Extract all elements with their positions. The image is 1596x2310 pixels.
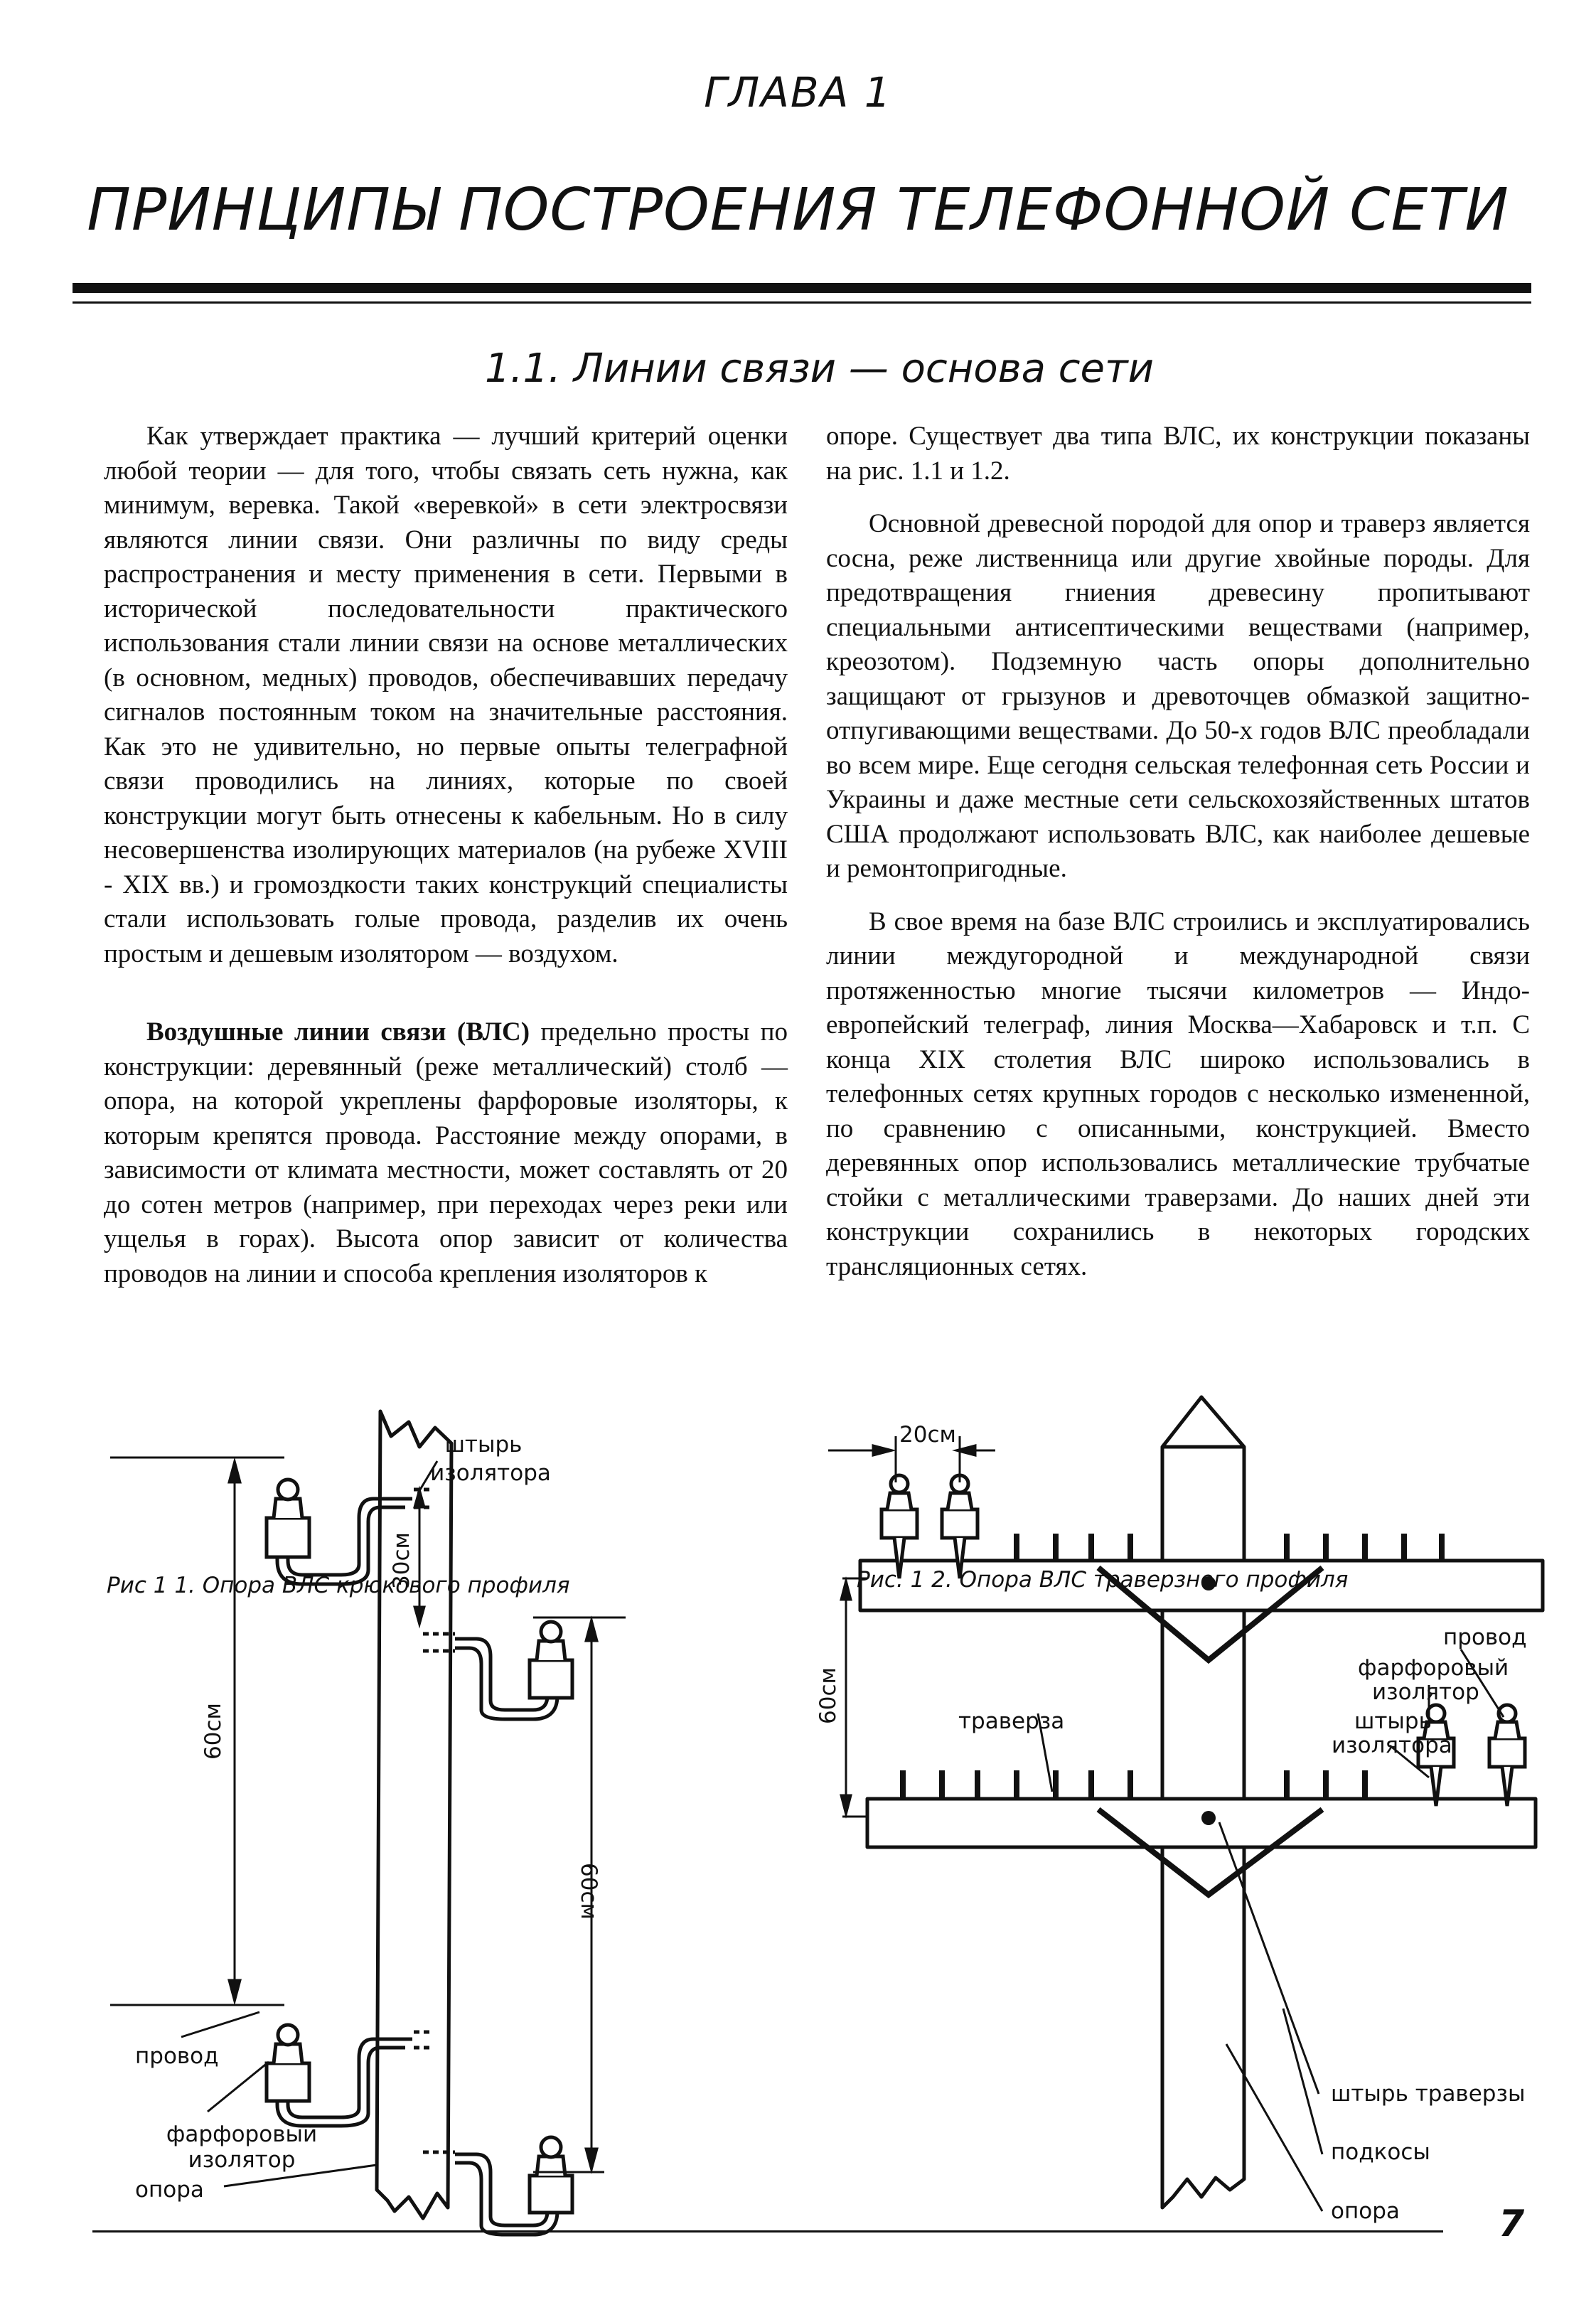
label-wire: провод [1443, 1625, 1527, 1650]
title-rule-thick [73, 283, 1531, 293]
left-paragraph-2-text: предельно просты по конструкции: деревянный (реже металлический) столб — опора, на которой укреплены фарфоровые изоляторы, к которым крепятся провода. Расстояние между опорами, в зависимости от климата местности, может составлять от 20 до сотен метров (например, при переходах через реки или ущелья в горах). Высота опор зависит от количества проводов на линии и способа крепления изоляторов к [104, 1017, 788, 1288]
insulator-lower-2 [1489, 1705, 1525, 1806]
right-paragraph-3: В свое время на базе ВЛС строились и эксплуатировались линии междугородной и международной связи протяженностью многие тысячи километров — Индо-европейский телеграф, линия Москва—Хабаровск и т.п. С конца XIX столетия ВЛС широко использовались в телефонных сетях крупных городов с несколько измененной, по сравнению с описанными, конструкцией. Вместо деревянных опор использовались металлические трубчатые стойки с металлическими траверзами. До наших дней эти конструкции сохранились в некоторых городских трансляционных сетях. [826, 907, 1530, 1281]
dim-60: 60см [815, 1667, 841, 1724]
left-paragraph-1: Как утверждает практика — лучший критерий оценки любой теории — для того, чтобы связать сеть нужна, как минимум, веревка. Такой «веревкой» в сети электросвязи являются линии связи. Они различны по виду среды распространения и месту применения в сети. Первыми в исторической последовательности практического использования стали линии связи на основе металлических (в основном, медных) проводов, обеспечивавших передачу сигналов постоянным током на значительные расстояния. Как это не удивительно, но первые опыты телеграфной связи проводились на линиях, которые по своей конструкции могут быть отнесены к кабельным. Но в силу несовершенства изолирующих материалов (на рубеже XVIII - XIX вв.) и громоздкости таких конструкций специалисты стали использовать голые провода, разделив их очень простым и дешевым изолятором — воздухом. [104, 422, 788, 968]
figure-1-1-caption: Рис 1 1. Опора ВЛС крюкового профиля [107, 1573, 570, 1598]
dim-20: 20см [899, 1422, 956, 1448]
label-pole: опора [135, 2177, 204, 2203]
label-traverse-pin: штырь траверзы [1331, 2081, 1526, 2107]
label-wire: провод [135, 2043, 219, 2069]
label-pin-line2: изолятора [1332, 1733, 1452, 1758]
page-number: 7 [1499, 2203, 1525, 2245]
dim-30: 30см [389, 1532, 414, 1589]
left-paragraph-2 [104, 1015, 788, 1291]
figure-1-2-traverse-pole [815, 1383, 1550, 2236]
label-insulator-line2: изолятор [188, 2147, 296, 2173]
vls-term: Воздушные линии связи (ВЛС) [146, 1017, 530, 1047]
hook-insulator-top-right [455, 1622, 572, 1719]
figure-1-1-hook-pole [107, 1394, 675, 2247]
label-braces: подкосы [1331, 2139, 1430, 2165]
right-paragraph-2: Основной древесной породой для опор и траверз является сосна, реже лиственница или другие хвойные породы. Для предотвращения гниения древесину пропитывают специальными антисептическими веществами (например, креозотом). Подземную часть опоры дополнительно защищают от грызунов и древоточцев обмазкой защитно-отпугивающими веществами. До 50-х годов ВЛС преобладали во всем мире. Еще сегодня сельская телефонная сеть России и Украины и даже местные сети сельскохозяйственных штатов США продолжают использовать ВЛС, как наиболее дешевые и ремонтопригодные. [826, 509, 1530, 883]
left-text-column [104, 419, 788, 1291]
label-pin-line2: изолятора [430, 1460, 551, 1486]
hook-insulator-bottom-left [267, 2025, 412, 2126]
dim-60-right: 60см [576, 1863, 601, 1920]
label-pole: опора [1331, 2198, 1400, 2224]
right-paragraph-1: опоре. Существует два типа ВЛС, их конструкции показаны на рис. 1.1 и 1.2. [826, 422, 1530, 486]
footer-rule [92, 2230, 1443, 2233]
figure-1-2-caption: Рис. 1 2. Опора ВЛС траверзного профиля [857, 1567, 1349, 1593]
label-pin-line1: штырь [1354, 1709, 1432, 1734]
label-insulator-line2: изолятор [1372, 1679, 1479, 1705]
chapter-title: ПРИНЦИПЫ ПОСТРОЕНИЯ ТЕЛЕФОННОЙ СЕТИ [87, 176, 1509, 244]
label-insulator-line1: фарфоровый [1358, 1655, 1509, 1681]
label-insulator-line1: фарфоровый [166, 2122, 318, 2147]
hook-insulator-bottom-right [455, 2137, 572, 2235]
section-heading: 1.1. Линии связи — основа сети [485, 346, 1154, 392]
label-pin-line1: штырь [444, 1432, 523, 1458]
right-text-column [826, 419, 1530, 1284]
label-traverse: траверза [958, 1709, 1065, 1734]
title-rule-thin [73, 301, 1531, 304]
dim-60-left: 60см [200, 1703, 226, 1760]
chapter-heading: ГЛАВА 1 [704, 68, 892, 117]
